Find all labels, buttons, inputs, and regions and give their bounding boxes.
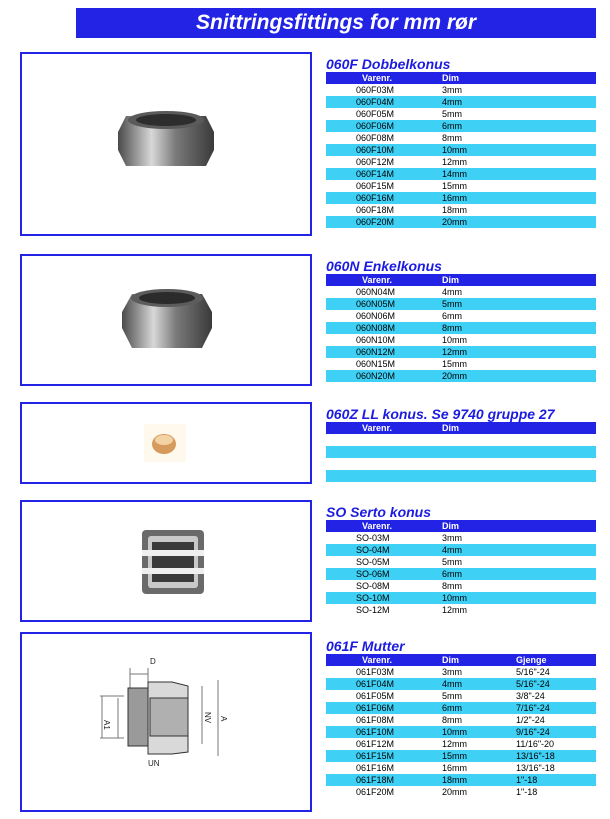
column-header-varenr: Varenr. <box>326 274 442 286</box>
table-row: 060F06M 6mm <box>326 120 596 132</box>
diagram-label-a: A <box>219 716 228 722</box>
table-row: 060N10M 10mm <box>326 334 596 346</box>
product-table <box>326 72 596 228</box>
table-row: 061F18M 18mm 1"-18 <box>326 774 596 786</box>
brass-ferrule-icon <box>22 404 310 482</box>
table-row: 060F03M 3mm <box>326 84 596 96</box>
table-row: 060N06M 6mm <box>326 310 596 322</box>
table-row: 061F04M 4mm 5/16"-24 <box>326 678 596 690</box>
column-header-varenr: Varenr. <box>326 654 442 666</box>
column-header-dim: Dim <box>442 520 502 532</box>
section-title: 060Z LL konus. Se 9740 gruppe 27 <box>326 406 555 422</box>
product-image-serto-konus <box>20 500 312 622</box>
single-cone-ring-icon <box>22 256 310 384</box>
table-row: 061F05M 5mm 3/8"-24 <box>326 690 596 702</box>
section-title: 060N Enkelkonus <box>326 258 442 274</box>
product-table <box>326 520 596 616</box>
column-header-dim: Dim <box>442 422 502 434</box>
product-image-mutter-diagram <box>20 632 312 812</box>
table-row: 060F20M 20mm <box>326 216 596 228</box>
section-title: SO Serto konus <box>326 504 432 520</box>
column-header-varenr: Varenr. <box>326 520 442 532</box>
table-row: 061F16M 16mm 13/16"-18 <box>326 762 596 774</box>
table-row <box>326 470 596 482</box>
column-header-dim: Dim <box>442 274 502 286</box>
table-row: SO-06M 6mm <box>326 568 596 580</box>
section-title: 060F Dobbelkonus <box>326 56 451 72</box>
table-row: SO-08M 8mm <box>326 580 596 592</box>
table-row: 061F03M 3mm 5/16"-24 <box>326 666 596 678</box>
table-row: SO-10M 10mm <box>326 592 596 604</box>
table-row: 060F18M 18mm <box>326 204 596 216</box>
double-cone-ring-icon <box>22 54 310 234</box>
table-row: 060F04M 4mm <box>326 96 596 108</box>
product-table <box>326 422 596 482</box>
table-row: 060N12M 12mm <box>326 346 596 358</box>
product-table <box>326 274 596 382</box>
table-row: 061F20M 20mm 1"-18 <box>326 786 596 798</box>
column-header-varenr: Varenr. <box>326 422 442 434</box>
table-row: 060F10M 10mm <box>326 144 596 156</box>
diagram-label-d: D <box>150 657 156 666</box>
serto-ferrule-icon <box>22 502 310 620</box>
table-row: SO-04M 4mm <box>326 544 596 556</box>
table-row: 060N08M 8mm <box>326 322 596 334</box>
product-table <box>326 654 596 798</box>
table-row: 060F08M 8mm <box>326 132 596 144</box>
diagram-label-un: UN <box>148 759 160 768</box>
table-row <box>326 446 596 458</box>
table-row: SO-05M 5mm <box>326 556 596 568</box>
table-row: 061F12M 12mm 11/16"-20 <box>326 738 596 750</box>
table-row <box>326 458 596 470</box>
table-row: 061F10M 10mm 9/16"-24 <box>326 726 596 738</box>
table-row: 060N04M 4mm <box>326 286 596 298</box>
table-row: SO-12M 12mm <box>326 604 596 616</box>
table-row: 060F05M 5mm <box>326 108 596 120</box>
table-row: 061F06M 6mm 7/16"-24 <box>326 702 596 714</box>
table-row: 061F08M 8mm 1/2"-24 <box>326 714 596 726</box>
table-row: 060F12M 12mm <box>326 156 596 168</box>
diagram-label-nv: NV <box>203 712 212 724</box>
column-header-dim: Dim <box>442 654 502 666</box>
page-title: Snittringsfittings for mm rør <box>76 8 596 38</box>
section-060z <box>326 406 596 482</box>
column-header-dim: Dim <box>442 72 502 84</box>
product-image-enkelkonus <box>20 254 312 386</box>
column-header-varenr: Varenr. <box>326 72 442 84</box>
column-header-gjenge: Gjenge <box>502 654 596 666</box>
table-row: 060N15M 15mm <box>326 358 596 370</box>
table-row: 060N20M 20mm <box>326 370 596 382</box>
table-row <box>326 434 596 446</box>
product-image-dobbelkonus <box>20 52 312 236</box>
section-title: 061F Mutter <box>326 638 405 654</box>
table-row: 060F16M 16mm <box>326 192 596 204</box>
table-row: SO-03M 3mm <box>326 532 596 544</box>
table-row: 060N05M 5mm <box>326 298 596 310</box>
table-row: 060F15M 15mm <box>326 180 596 192</box>
section-serto <box>326 504 596 616</box>
section-060f <box>326 56 596 228</box>
section-061f <box>326 638 596 798</box>
nut-dimension-diagram <box>22 634 310 810</box>
table-row: 061F15M 15mm 13/16"-18 <box>326 750 596 762</box>
table-row: 060F14M 14mm <box>326 168 596 180</box>
product-image-ll-konus <box>20 402 312 484</box>
diagram-label-a1: A1 <box>102 720 111 730</box>
section-060n <box>326 258 596 382</box>
